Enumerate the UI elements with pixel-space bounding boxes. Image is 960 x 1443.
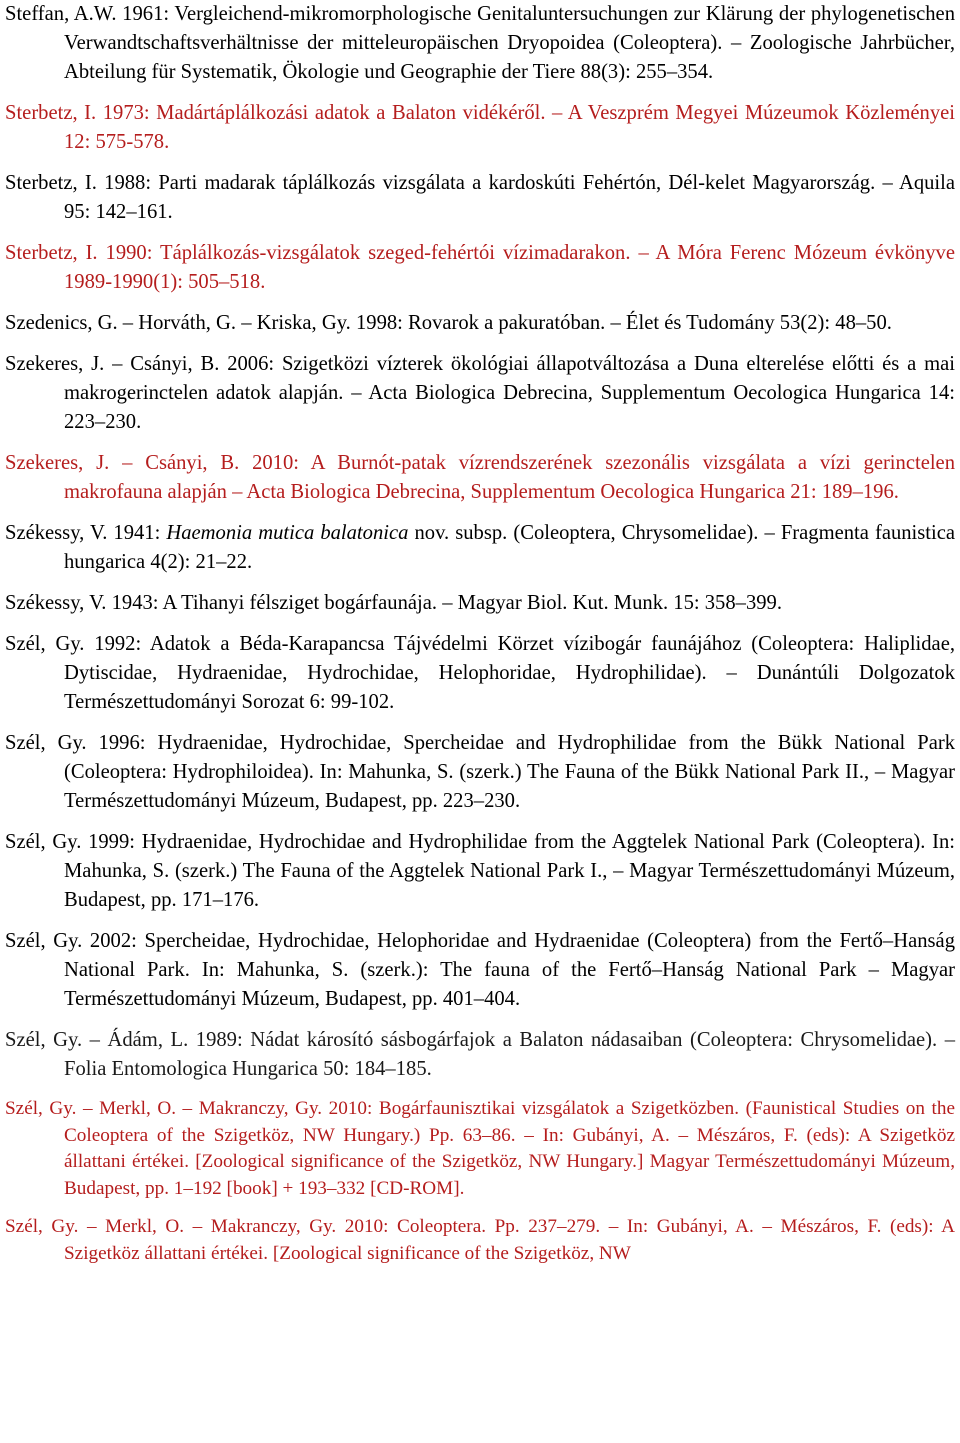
reference-text: Szél, Gy. 1992: Adatok a Béda-Karapancsa Tájvédelmi Körzet vízibogár faunájához (Coleoptera: Haliplidae, Dytiscidae, Hydraenidae, Hydrochidae, Helophoridae, Hydrophilidae). – Dunántúli Dolgozatok Természettudományi Sorozat 6: 99-102. bbox=[5, 633, 955, 713]
reference-text: Székessy, V. 1941: bbox=[5, 522, 167, 544]
reference-entry bbox=[5, 1096, 955, 1202]
reference-entry bbox=[5, 169, 955, 227]
reference-entry bbox=[5, 589, 955, 618]
reference-text: Sterbetz, I. 1988: Parti madarak táplálkozás vizsgálata a kardoskúti Fehértón, Dél-kelet Magyarország. – Aquila 95: 142–161. bbox=[5, 172, 955, 223]
reference-entry bbox=[5, 239, 955, 297]
reference-entry bbox=[5, 309, 955, 338]
reference-entry bbox=[5, 1214, 955, 1267]
reference-text: Steffan, A.W. 1961: Vergleichend-mikromorphologische Genitaluntersuchungen zur Klärung der phylogenetischen Verwandtschaftsverhältnisse der mitteleuropäischen Dryopoidea (Coleoptera). – Zoologische Jahrbücher, Abteilung für Systematik, Ökologie und Geographie der Tiere 88(3): 255–354. bbox=[5, 3, 955, 83]
reference-entry bbox=[5, 828, 955, 915]
reference-text: Szél, Gy. – Ádám, L. 1989: Nádat károsító sásbogárfajok a Balaton nádasaiban (Coleoptera: Chrysomelidae). – Folia Entomologica Hungarica 50: 184–185. bbox=[5, 1029, 955, 1080]
reference-text: Szél, Gy. 1999: Hydraenidae, Hydrochidae and Hydrophilidae from the Aggtelek National Park (Coleoptera). In: Mahunka, S. (szerk.) The Fauna of the Aggtelek National Park I., – Magyar Természettudományi Múzeum, Budapest, pp. 171–176. bbox=[5, 831, 955, 911]
reference-entry bbox=[5, 630, 955, 717]
reference-list bbox=[5, 0, 955, 1267]
reference-entry bbox=[5, 927, 955, 1014]
reference-entry bbox=[5, 0, 955, 87]
reference-entry bbox=[5, 350, 955, 437]
reference-entry bbox=[5, 99, 955, 157]
reference-text: Szél, Gy. – Merkl, O. – Makranczy, Gy. 2010: Bogárfaunisztikai vizsgálatok a Szigetközben. (Faunistical Studies on the Coleoptera of the Szigetköz, NW Hungary.) Pp. 63–86. – In: Gubányi, A. – Mészáros, F. (eds): A Szigetköz állattani értékei. [Zoological significance of the Szigetköz, NW Hungary.] Magyar Természettudományi Múzeum, Budapest, pp. 1–192 [book] + 193–332 [CD-ROM]. bbox=[5, 1098, 955, 1199]
reference-text: Szekeres, J. – Csányi, B. 2010: A Burnót-patak vízrendszerének szezonális vizsgálata a vízi gerinctelen makrofauna alapján – Acta Biologica Debrecina, Supplementum Oecologica Hungarica 21: 189–196. bbox=[5, 452, 955, 503]
reference-entry bbox=[5, 519, 955, 577]
reference-text: Szél, Gy. – Merkl, O. – Makranczy, Gy. 2010: Coleoptera. Pp. 237–279. – In: Gubányi, A. – Mészáros, F. (eds): A Szigetköz állattani értékei. [Zoological significance of the Szigetköz, NW bbox=[5, 1216, 955, 1264]
reference-text: Szél, Gy. 2002: Spercheidae, Hydrochidae, Helophoridae and Hydraenidae (Coleoptera) from the Fertő–Hanság National Park. In: Mahunka, S. (szerk.): The fauna of the Fertő–Hanság National Park – Magyar Természettudományi Múzeum, Budapest, pp. 401–404. bbox=[5, 930, 955, 1010]
reference-text: nov. subsp. (Coleoptera, Chrysomelidae). – Fragmenta faunistica hungarica 4(2): 21–22. bbox=[64, 522, 956, 573]
reference-text: Sterbetz, I. 1990: Táplálkozás-vizsgálatok szeged-fehértói vízimadarakon. – A Móra Ferenc Mózeum évkönyve 1989-1990(1): 505–518. bbox=[5, 242, 955, 293]
taxon-name: Haemonia mutica balatonica bbox=[166, 522, 409, 544]
reference-text: Sterbetz, I. 1973: Madártáplálkozási adatok a Balaton vidékéről. – A Veszprém Megyei Múzeumok Közleményei 12: 575-578. bbox=[5, 102, 955, 153]
reference-text: Székessy, V. 1943: A Tihanyi félsziget bogárfaunája. – Magyar Biol. Kut. Munk. 15: 358–399. bbox=[5, 592, 782, 614]
reference-text: Szekeres, J. – Csányi, B. 2006: Szigetközi vízterek ökológiai állapotváltozása a Duna elterelése előtti és a mai makrogerinctelen adatok alapján. – Acta Biologica Debrecina, Supplementum Oecologica Hungarica 14: 223–230. bbox=[5, 353, 955, 433]
reference-text: Szedenics, G. – Horváth, G. – Kriska, Gy. 1998: Rovarok a pakuratóban. – Élet és Tudomány 53(2): 48–50. bbox=[5, 312, 892, 334]
reference-entry bbox=[5, 1026, 955, 1084]
reference-text: Szél, Gy. 1996: Hydraenidae, Hydrochidae, Spercheidae and Hydrophilidae from the Bükk National Park (Coleoptera: Hydrophiloidea). In: Mahunka, S. (szerk.) The Fauna of the Bükk National Park II., – Magyar Természettudományi Múzeum, Budapest, pp. 223–230. bbox=[5, 732, 955, 812]
reference-entry bbox=[5, 729, 955, 816]
reference-entry bbox=[5, 449, 955, 507]
